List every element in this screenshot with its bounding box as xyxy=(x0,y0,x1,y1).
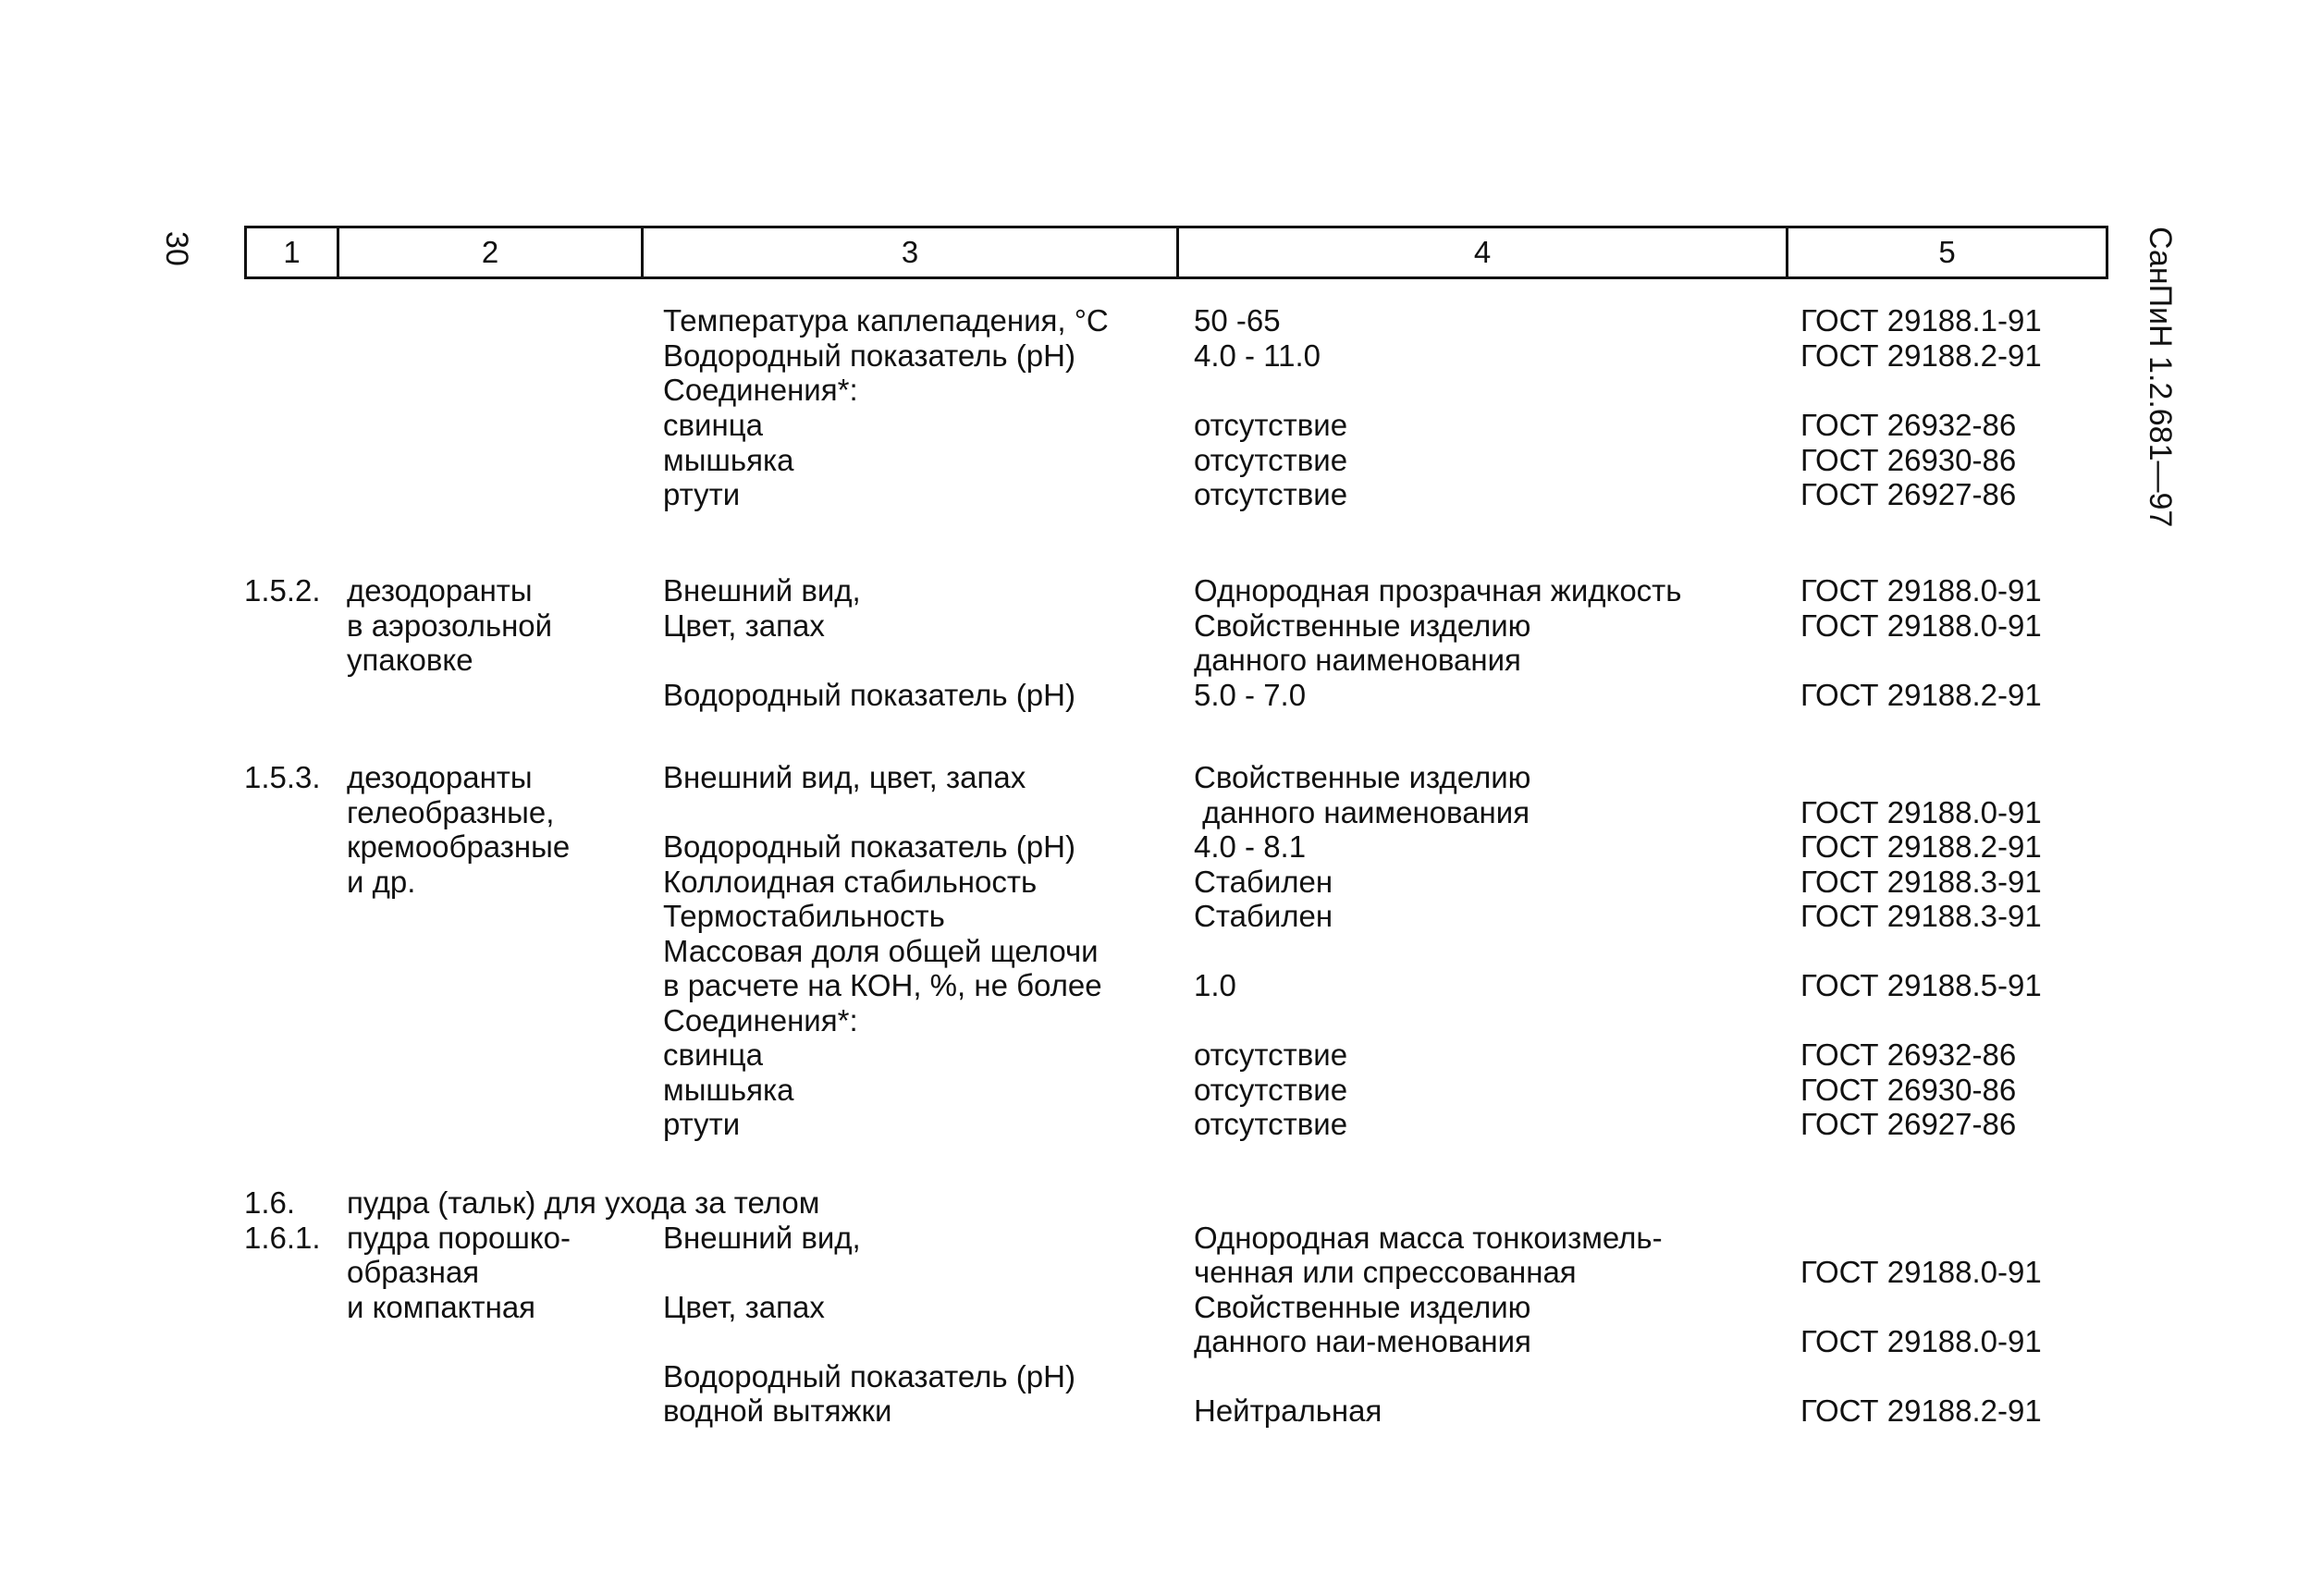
cell-c5: ГОСТ 29188.3-91 xyxy=(1800,865,2042,899)
cell-c4: отсутствие xyxy=(1194,408,1348,442)
cell-c3: Внешний вид, цвет, запах xyxy=(663,760,1026,794)
cell-c3: в расчете на КОН, %, не более xyxy=(663,968,1102,1002)
cell-c5: ГОСТ 29188.0-91 xyxy=(1800,608,2042,643)
cell-c2: упаковке xyxy=(347,643,473,677)
cell-c1: 1.5.2. xyxy=(244,573,321,608)
cell-c3: Термостабильность xyxy=(663,899,945,933)
header-cell-5: 5 xyxy=(1938,235,1956,269)
cell-c4: отсутствие xyxy=(1194,1037,1348,1072)
cell-c4: 5.0 - 7.0 xyxy=(1194,678,1307,712)
cell-c4: отсутствие xyxy=(1194,477,1348,511)
running-head: СанПиН 1.2.681—97 xyxy=(2143,227,2178,528)
cell-c4: Нейтральная xyxy=(1194,1393,1382,1428)
cell-c4: Однородная масса тонкоизмель- xyxy=(1194,1221,1663,1255)
cell-c5: ГОСТ 29188.2-91 xyxy=(1800,829,2042,864)
cell-c3: водной вытяжки xyxy=(663,1393,892,1428)
cell-c5: ГОСТ 29188.0-91 xyxy=(1800,573,2042,608)
cell-c4: Однородная прозрачная жидкость xyxy=(1194,573,1682,608)
cell-c4: Стабилен xyxy=(1194,899,1333,933)
cell-c3: ртути xyxy=(663,1107,741,1141)
cell-c3: Соединения*: xyxy=(663,373,858,407)
cell-c2: дезодоранты xyxy=(347,760,533,794)
cell-c2: пудра порошко- xyxy=(347,1221,571,1255)
cell-c5: ГОСТ 26932-86 xyxy=(1800,408,2017,442)
header-cell-3: 3 xyxy=(644,228,1179,276)
cell-c5: ГОСТ 26930-86 xyxy=(1800,1073,2017,1107)
header-cell-2: 2 xyxy=(339,228,644,276)
cell-c2: и др. xyxy=(347,865,416,899)
cell-c3: Водородный показатель (рН) xyxy=(663,829,1075,864)
cell-c2: дезодоранты xyxy=(347,573,533,608)
cell-c5: ГОСТ 29188.0-91 xyxy=(1800,1324,2042,1358)
header-cell-4: 4 xyxy=(1179,228,1788,276)
cell-c4: отсутствие xyxy=(1194,443,1348,477)
cell-c5: ГОСТ 29188.2-91 xyxy=(1800,678,2042,712)
cell-c4: данного наименования xyxy=(1194,643,1521,677)
cell-c2: гелеобразные, xyxy=(347,795,555,829)
cell-c3: мышьяка xyxy=(663,443,794,477)
cell-c5: ГОСТ 26927-86 xyxy=(1800,477,2017,511)
cell-c3: свинца xyxy=(663,408,763,442)
cell-c3: Температура каплепадения, °С xyxy=(663,303,1109,338)
cell-c5: ГОСТ 29188.3-91 xyxy=(1800,899,2042,933)
cell-c2: и компактная xyxy=(347,1290,536,1324)
cell-c3: Водородный показатель (рН) xyxy=(663,338,1075,373)
cell-c4: 1.0 xyxy=(1194,968,1236,1002)
cell-c3: Внешний вид, xyxy=(663,573,861,608)
cell-c2: пудра (тальк) для ухода за телом xyxy=(347,1185,820,1220)
cell-c5: ГОСТ 26927-86 xyxy=(1800,1107,2017,1141)
cell-c3: Водородный показатель (рН) xyxy=(663,678,1075,712)
cell-c4: Свойственные изделию xyxy=(1194,1290,1531,1324)
cell-c5: ГОСТ 29188.2-91 xyxy=(1800,338,2042,373)
cell-c4: Свойственные изделию xyxy=(1194,760,1531,794)
cell-c4: Стабилен xyxy=(1194,865,1333,899)
cell-c4: 4.0 - 11.0 xyxy=(1194,338,1321,373)
cell-c1: 1.6. xyxy=(244,1185,296,1220)
cell-c3: Водородный показатель (рН) xyxy=(663,1359,1075,1393)
cell-c2: образная xyxy=(347,1255,480,1289)
cell-c3: свинца xyxy=(663,1037,763,1072)
cell-c3: Цвет, запах xyxy=(663,1290,825,1324)
cell-c1: 1.6.1. xyxy=(244,1221,321,1255)
cell-c3: мышьяка xyxy=(663,1073,794,1107)
cell-c4: 4.0 - 8.1 xyxy=(1194,829,1307,864)
cell-c4: отсутствие xyxy=(1194,1107,1348,1141)
cell-c4: Свойственные изделию xyxy=(1194,608,1531,643)
cell-c4: данного наименования xyxy=(1194,795,1530,829)
cell-c5: ГОСТ 29188.0-91 xyxy=(1800,1255,2042,1289)
cell-c1: 1.5.3. xyxy=(244,760,321,794)
cell-c5: ГОСТ 26932-86 xyxy=(1800,1037,2017,1072)
cell-c3: Внешний вид, xyxy=(663,1221,861,1255)
cell-c4: ченная или спрессованная xyxy=(1194,1255,1577,1289)
cell-c3: Цвет, запах xyxy=(663,608,825,643)
cell-c3: ртути xyxy=(663,477,741,511)
cell-c5: ГОСТ 26930-86 xyxy=(1800,443,2017,477)
cell-c4: отсутствие xyxy=(1194,1073,1348,1107)
cell-c5: ГОСТ 29188.0-91 xyxy=(1800,795,2042,829)
cell-c3: Массовая доля общей щелочи xyxy=(663,934,1099,968)
cell-c5: ГОСТ 29188.1-91 xyxy=(1800,303,2042,338)
cell-c2: кремообразные xyxy=(347,829,571,864)
cell-c4: 50 -65 xyxy=(1194,303,1281,338)
cell-c4: данного наи-менования xyxy=(1194,1324,1531,1358)
cell-c5: ГОСТ 29188.2-91 xyxy=(1800,1393,2042,1428)
cell-c2: в аэрозольной xyxy=(347,608,553,643)
cell-c3: Коллоидная стабильность xyxy=(663,865,1038,899)
cell-c3: Соединения*: xyxy=(663,1003,858,1037)
header-cell-1: 1 xyxy=(247,228,339,276)
table-header-row xyxy=(244,226,2108,279)
page-number: 30 xyxy=(159,231,194,266)
cell-c5: ГОСТ 29188.5-91 xyxy=(1800,968,2042,1002)
